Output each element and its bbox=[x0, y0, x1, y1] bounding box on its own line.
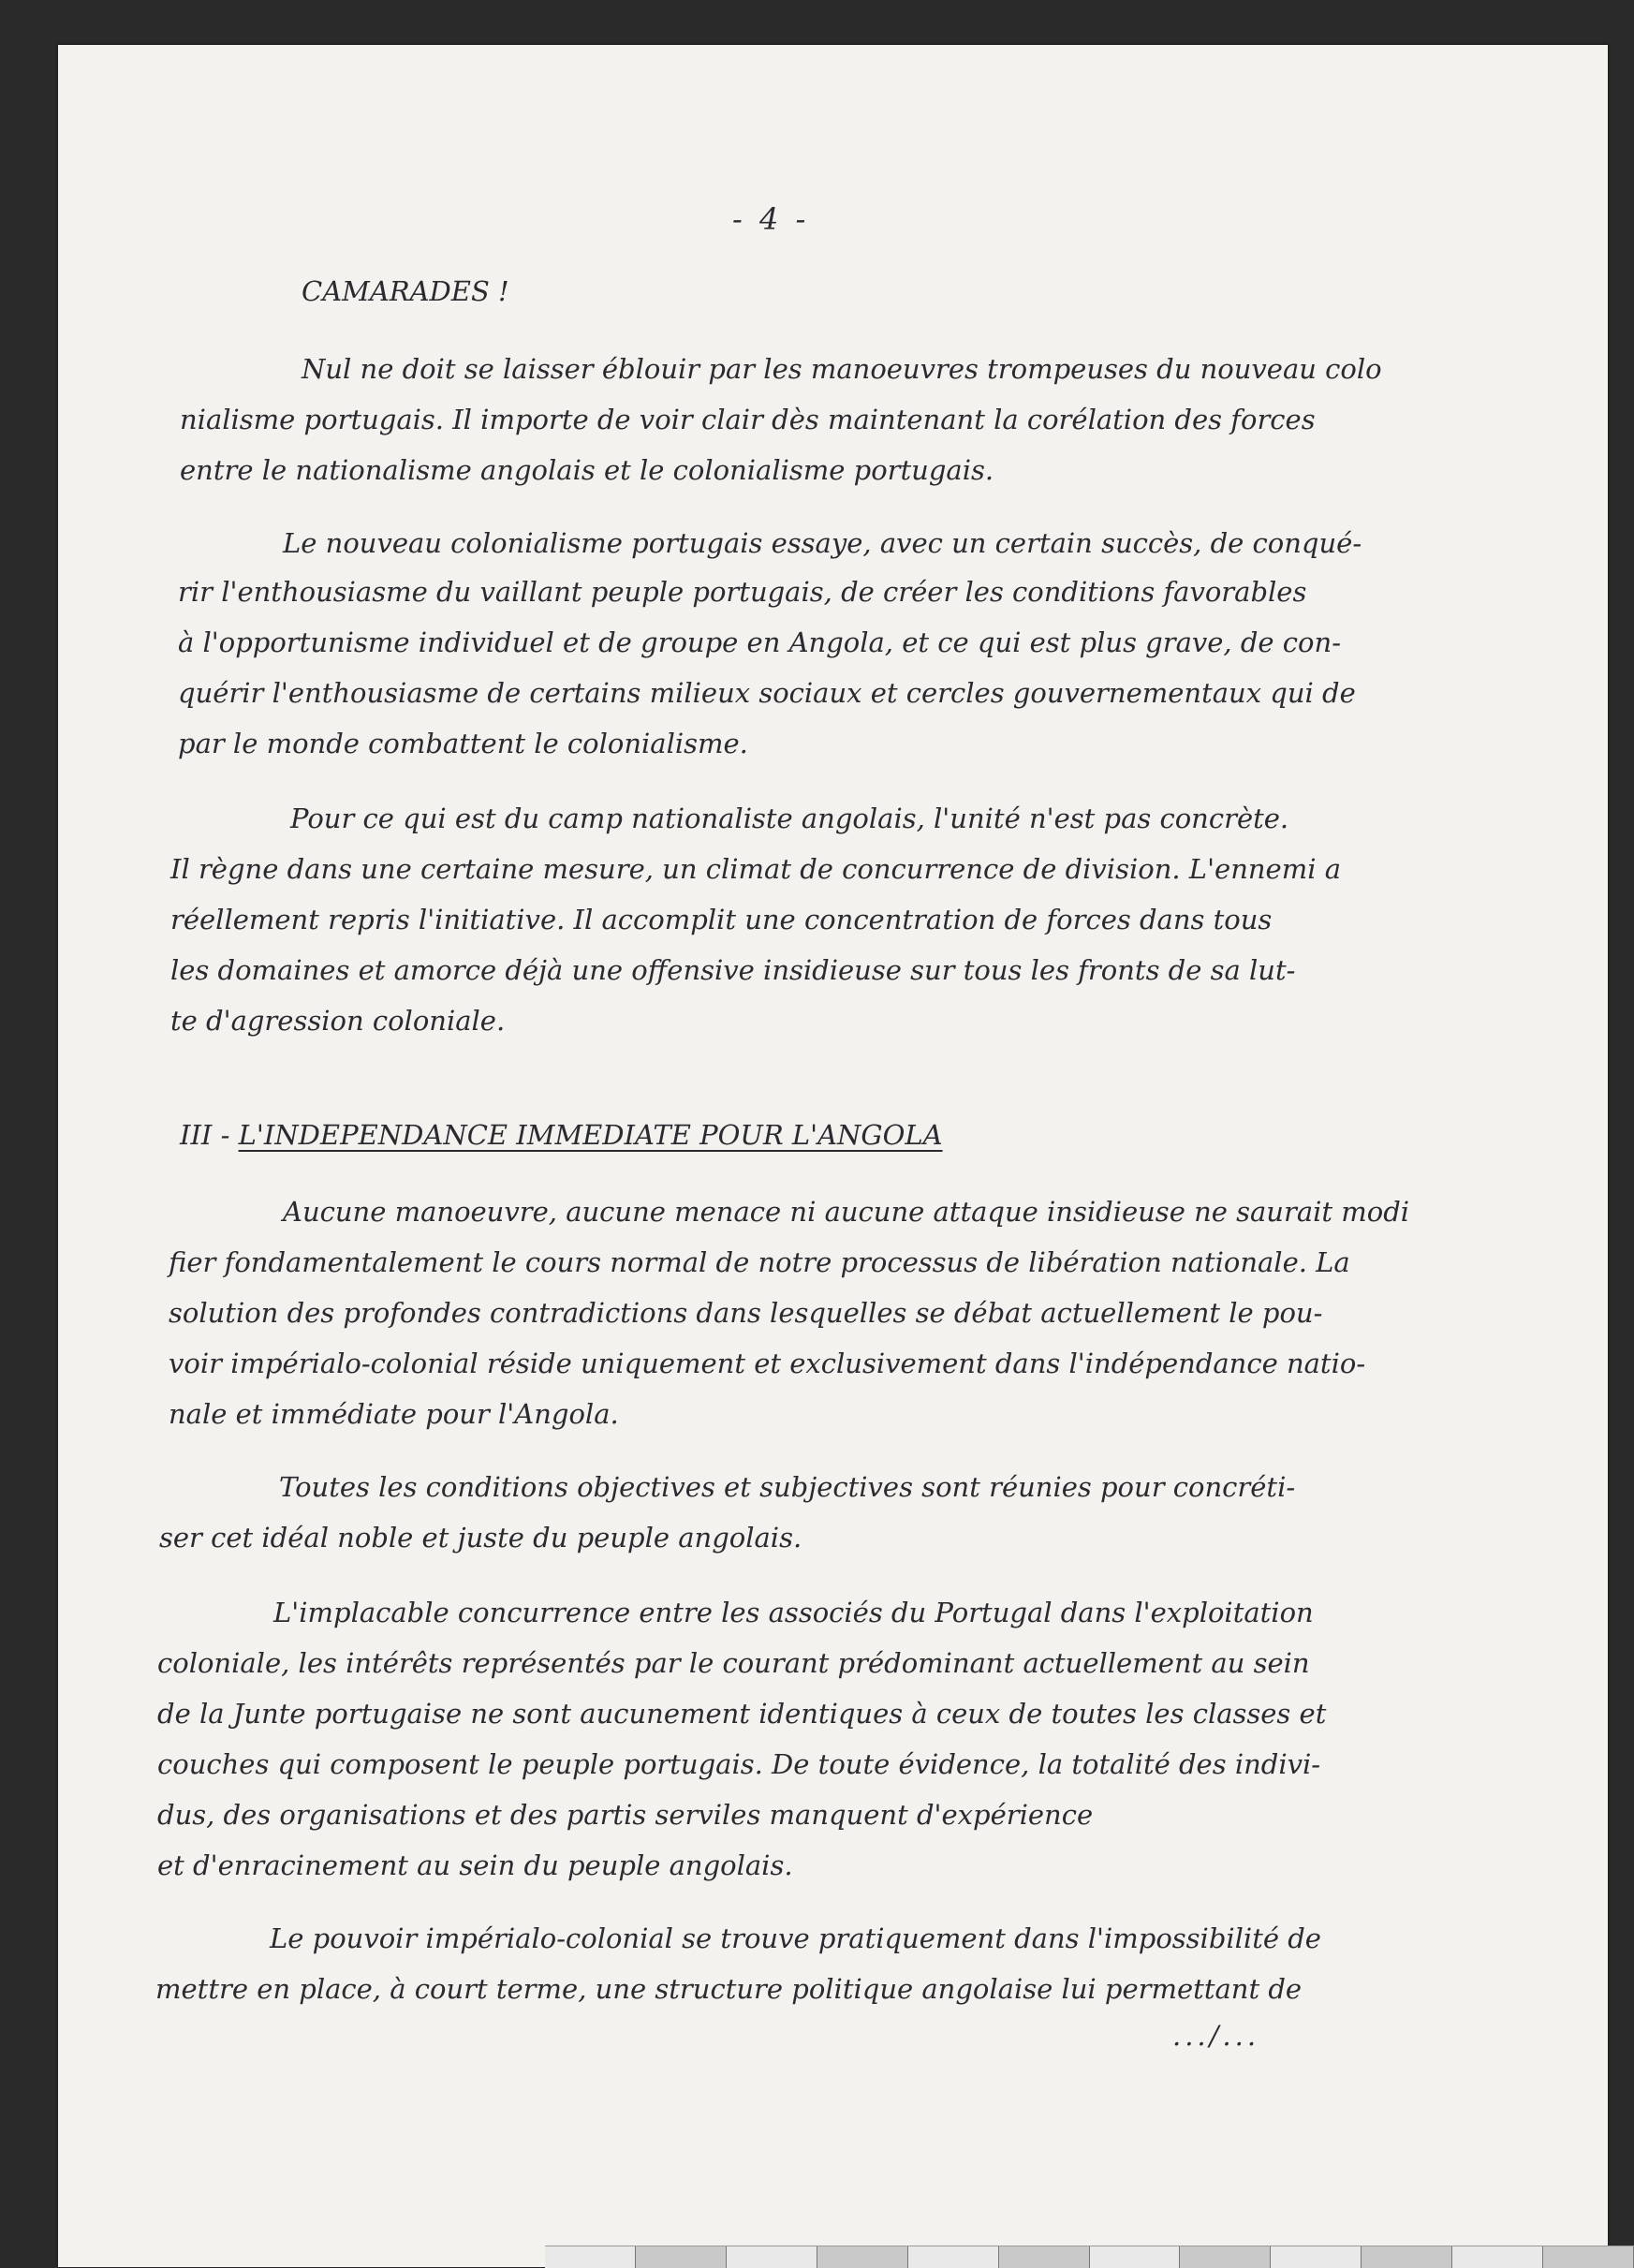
continuation-mark: .../... bbox=[1172, 2020, 1260, 2052]
paragraph-6-line-2: coloniale, les intérêts représentés par le courant prédominant actuellement au sein bbox=[157, 1647, 1310, 1679]
paragraph-1-line-1: Nul ne doit se laisser éblouir par les manoeuvres trompeuses du nouveau colo bbox=[302, 353, 1382, 385]
section-number: III - bbox=[180, 1119, 230, 1151]
paragraph-6-line-4: couches qui composent le peuple portugais. De toute évidence, la totalité des indivi- bbox=[157, 1748, 1321, 1780]
paragraph-6-line-1: L'implacable concurrence entre les associés du Portugal dans l'exploitation bbox=[273, 1597, 1314, 1628]
paragraph-7-line-2: mettre en place, à court terme, une structure politique angolaise lui permettant de bbox=[155, 1973, 1303, 2005]
page-number: - 4 - bbox=[732, 201, 810, 237]
paragraph-1-line-2: nialisme portugais. Il importe de voir clair dès maintenant la corélation des forces bbox=[180, 404, 1316, 435]
paragraph-4-line-2: fier fondamentalement le cours normal de notre processus de libération nationale. La bbox=[169, 1246, 1350, 1278]
paragraph-4-line-4: voir impérialo-colonial réside uniquement et exclusivement dans l'indépendance natio- bbox=[169, 1348, 1366, 1379]
paragraph-3-line-3: réellement repris l'initiative. Il accomplit une concentration de forces dans tous bbox=[170, 904, 1273, 935]
paragraph-5-line-2: ser cet idéal noble et juste du peuple angolais. bbox=[159, 1522, 802, 1554]
paragraph-6-line-3: de la Junte portugaise ne sont aucunement identiques à ceux de toutes les classes et bbox=[157, 1698, 1327, 1730]
paragraph-3-line-1: Pour ce qui est du camp nationaliste angolais, l'unité n'est pas concrète. bbox=[290, 803, 1289, 834]
section-heading bbox=[180, 1118, 943, 1152]
paragraph-2-line-3: à l'opportunisme individuel et de groupe en Angola, et ce qui est plus grave, de con- bbox=[178, 626, 1341, 658]
paragraph-4-line-3: solution des profondes contradictions dans lesquelles se débat actuellement le pou- bbox=[169, 1297, 1323, 1329]
salutation: CAMARADES ! bbox=[302, 275, 509, 307]
paragraph-2-line-1: Le nouveau colonialisme portugais essaye, avec un certain succès, de conqué- bbox=[283, 527, 1362, 559]
paragraph-2-line-5: par le monde combattent le colonialisme. bbox=[178, 728, 748, 759]
paragraph-7-line-1: Le pouvoir impérialo-colonial se trouve pratiquement dans l'impossibilité de bbox=[270, 1922, 1321, 1954]
paragraph-6-line-5: dus, des organisations et des partis serviles manquent d'expérience bbox=[157, 1799, 1094, 1831]
scale-ruler bbox=[545, 2246, 1634, 2268]
paragraph-4-line-1: Aucune manoeuvre, aucune menace ni aucune attaque insidieuse ne saurait modi bbox=[283, 1196, 1410, 1228]
paragraph-4-line-5: nale et immédiate pour l'Angola. bbox=[169, 1398, 619, 1430]
paragraph-3-line-5: te d'agression coloniale. bbox=[170, 1005, 506, 1037]
paragraph-5-line-1: Toutes les conditions objectives et subjectives sont réunies pour concréti- bbox=[279, 1471, 1296, 1503]
paragraph-3-line-2: Il règne dans une certaine mesure, un climat de concurrence de division. L'ennemi a bbox=[170, 853, 1342, 885]
section-title: L'INDEPENDANCE IMMEDIATE POUR L'ANGOLA bbox=[238, 1119, 943, 1151]
paragraph-1-line-3: entre le nationalisme angolais et le colonialisme portugais. bbox=[180, 454, 994, 486]
paragraph-6-line-6: et d'enracinement au sein du peuple angolais. bbox=[157, 1849, 793, 1881]
paragraph-2-line-4: quérir l'enthousiasme de certains milieux sociaux et cercles gouvernementaux qui de bbox=[178, 677, 1356, 709]
document-page bbox=[58, 45, 1608, 2267]
paragraph-3-line-4: les domaines et amorce déjà une offensive insidieuse sur tous les fronts de sa lut- bbox=[170, 954, 1296, 986]
paragraph-2-line-2: rir l'enthousiasme du vaillant peuple portugais, de créer les conditions favorables bbox=[178, 576, 1307, 608]
